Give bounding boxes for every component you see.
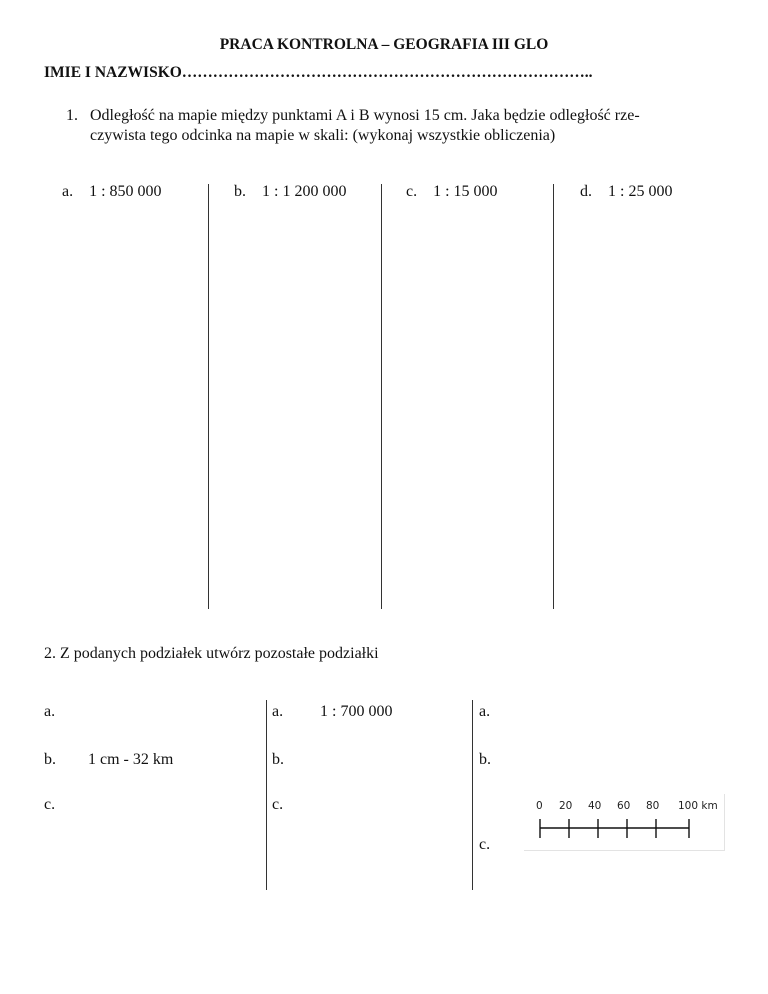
option-b-value: 1 : 1 200 000: [262, 183, 347, 200]
option-a: [62, 183, 162, 201]
column-divider: [472, 700, 473, 890]
name-line: IMIE I NAZWISKO……………………………………………………………………..: [44, 64, 593, 81]
option-d-label: d.: [580, 183, 592, 200]
q2-col2-a: a.: [272, 703, 284, 720]
scale-label-60: 60: [617, 800, 631, 812]
scale-label-20: 20: [559, 800, 573, 812]
scale-label-40: 40: [588, 800, 602, 812]
page-title: PRACA KONTROLNA – GEOGRAFIA III GLO: [219, 36, 549, 53]
option-b-label: b.: [234, 183, 246, 200]
option-c-value: 1 : 15 000: [433, 183, 498, 200]
q2-col3-a: a.: [479, 703, 491, 720]
question-1-line-1: Odległość na mapie między punktami A i B wynosi 15 cm. Jaka będzie odległość rze-: [90, 107, 640, 124]
column-divider: [381, 184, 382, 609]
q2-col3-c: c.: [479, 836, 491, 853]
scale-bar-image: [524, 794, 725, 851]
option-d-value: 1 : 25 000: [608, 183, 673, 200]
q2-col1-b-value: 1 cm - 32 km: [88, 751, 174, 768]
q2-col2-c: c.: [272, 796, 284, 813]
column-divider: [208, 184, 209, 609]
option-c-label: c.: [406, 183, 418, 200]
scale-label-100: 100 km: [678, 800, 718, 812]
scale-label-80: 80: [646, 800, 660, 812]
q2-col2-a-value: 1 : 700 000: [320, 703, 393, 720]
option-b: [234, 183, 346, 201]
question-2: 2. Z podanych podziałek utwórz pozostałe podziałki: [44, 645, 379, 662]
q2-col1-a: a.: [44, 703, 56, 720]
question-1-number: 1.: [66, 107, 78, 124]
q2-col1-c: c.: [44, 796, 56, 813]
q2-col3-b: b.: [479, 751, 491, 768]
q2-col1-b: b.: [44, 751, 56, 768]
column-divider: [266, 700, 267, 890]
option-d: [580, 183, 672, 201]
option-a-value: 1 : 850 000: [89, 183, 162, 200]
option-a-label: a.: [62, 183, 74, 200]
q2-col2-b: b.: [272, 751, 284, 768]
question-1-line-2: czywista tego odcinka na mapie w skali: (wykonaj wszystkie obliczenia): [90, 127, 556, 144]
scale-label-0: 0: [536, 800, 543, 812]
column-divider: [553, 184, 554, 609]
option-c: [406, 183, 498, 201]
